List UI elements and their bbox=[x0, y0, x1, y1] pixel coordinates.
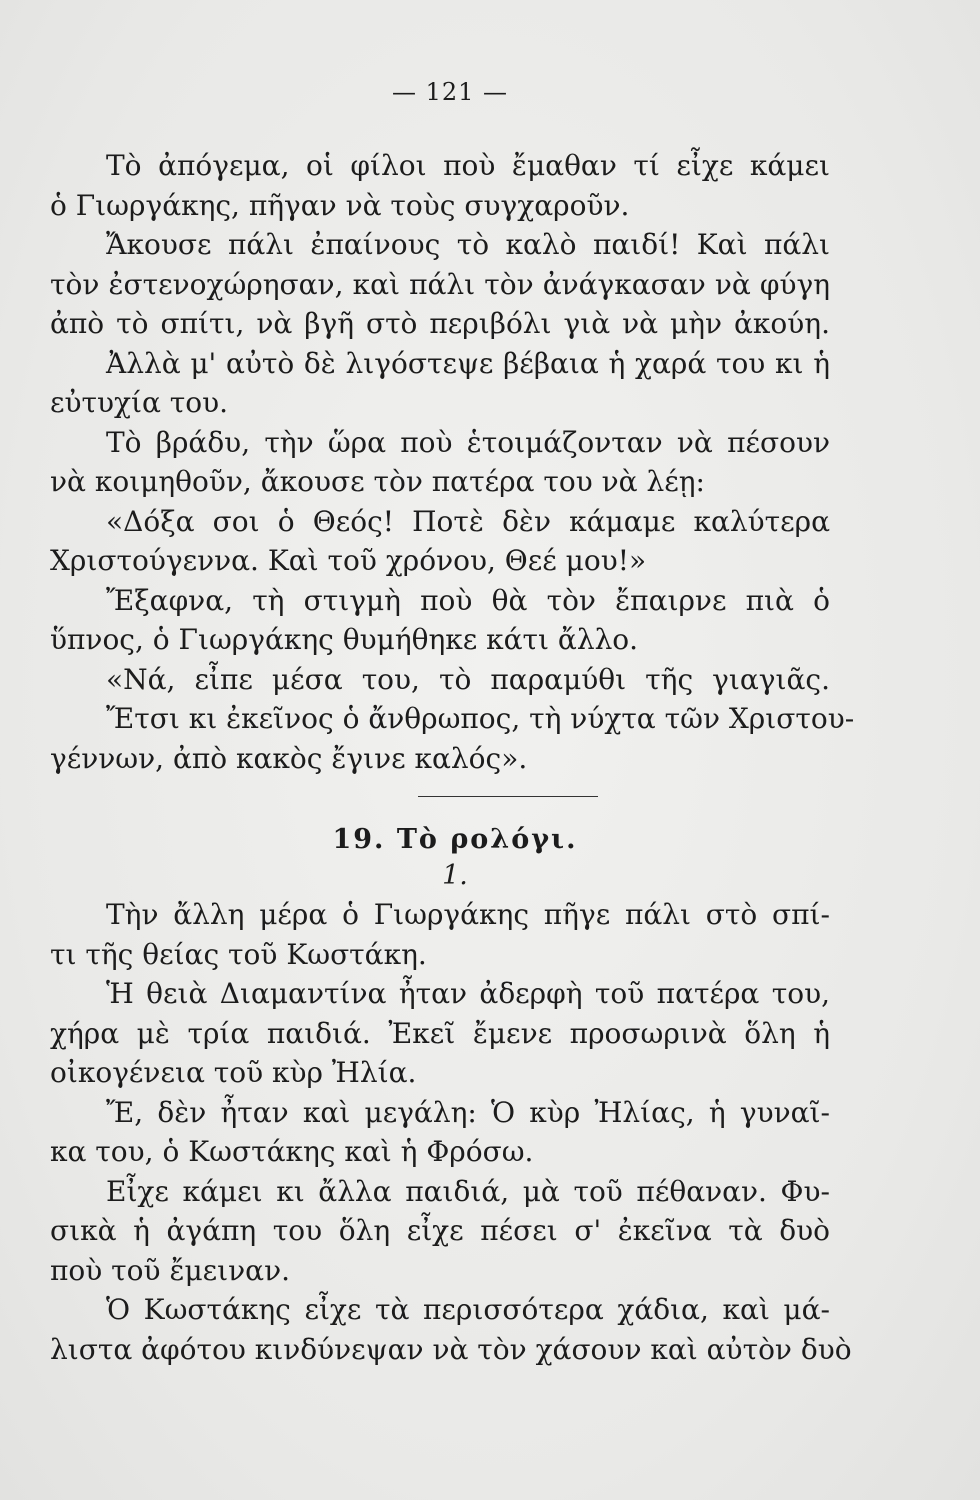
text-line: ὕπνος, ὁ Γιωργάκης θυμήθηκε κάτι ἄλλο. bbox=[50, 623, 639, 656]
text-block-before bbox=[50, 146, 855, 778]
text-line: Ἔ, δὲν ἦταν καὶ μεγάλη: Ὁ κὺρ Ἠλίας, ἡ γυναῖ- bbox=[106, 1095, 830, 1129]
text-line: γέννων, ἀπὸ κακὸς ἔγινε καλός». bbox=[50, 741, 528, 775]
text-line: «Δόξα σοι ὁ Θεός! Ποτὲ δὲν κάμαμε καλύτερα bbox=[106, 504, 830, 538]
text-line: Ὁ Κωστάκης εἶχε τὰ περισσότερα χάδια, καὶ μά- bbox=[106, 1293, 830, 1326]
text-line: σικὰ ἡ ἀγάπη του ὅλη εἶχε πέσει σ' ἐκεῖνα τὰ δυὸ bbox=[50, 1214, 830, 1247]
text-line: ἀπὸ τὸ σπίτι, νὰ βγῆ στὸ περιβόλι γιὰ νὰ μὴν ἀκούη. bbox=[50, 307, 830, 340]
text-line: Ἔτσι κι ἐκεῖνος ὁ ἄνθρωπος, τὴ νύχτα τῶν Χριστου- bbox=[106, 702, 855, 735]
text-line: οἰκογένεια τοῦ κὺρ Ἠλία. bbox=[50, 1056, 417, 1089]
text-line: τι τῆς θείας τοῦ Κωστάκη. bbox=[50, 937, 427, 971]
text-line: εὐτυχία του. bbox=[50, 386, 229, 419]
section-divider bbox=[418, 796, 598, 797]
text-line: Ἡ θειὰ Διαμαντίνα ἦταν ἀδερφὴ τοῦ πατέρα του, bbox=[106, 977, 830, 1010]
text-line: «Νά, εἶπε μέσα του, τὸ παραμύθι τῆς γιαγιᾶς. bbox=[106, 662, 830, 696]
page-number: — 121 — bbox=[391, 78, 509, 106]
text-line: Ἔξαφνα, τὴ στιγμὴ ποὺ θὰ τὸν ἔπαιρνε πιὰ ὁ bbox=[106, 583, 830, 617]
page-text bbox=[50, 146, 855, 1369]
text-line: νὰ κοιμηθοῦν, ἄκουσε τὸν πατέρα του νὰ λέῃ: bbox=[50, 465, 705, 498]
text-line: Εἶχε κάμει κι ἄλλα παιδιά, μὰ τοῦ πέθαναν. Φυ- bbox=[106, 1174, 830, 1208]
text-line: κα του, ὁ Κωστάκης καὶ ἡ Φρόσω. bbox=[50, 1135, 534, 1168]
text-line: τὸν ἐστενοχώρησαν, καὶ πάλι τὸν ἀνάγκασαν νὰ φύγη bbox=[50, 267, 830, 301]
text-line: χήρα μὲ τρία παιδιά. Ἐκεῖ ἔμενε προσωρινὰ ὅλη ἡ bbox=[50, 1016, 830, 1050]
text-line: Τὸ ἀπόγεμα, οἱ φίλοι ποὺ ἔμαθαν τί εἶχε κάμει bbox=[106, 149, 830, 182]
chapter-heading: 19. Τὸ ρολόγι. bbox=[332, 824, 578, 855]
text-line: Τὴν ἄλλη μέρα ὁ Γιωργάκης πῆγε πάλι στὸ σπί- bbox=[106, 898, 830, 931]
text-line: ποὺ τοῦ ἔμειναν. bbox=[50, 1253, 291, 1287]
text-block-after bbox=[50, 895, 852, 1369]
text-line: λιστα ἀφότου κινδύνεψαν νὰ τὸν χάσουν καὶ αὐτὸν δυὸ bbox=[50, 1332, 852, 1366]
text-line: Χριστούγεννα. Καὶ τοῦ χρόνου, Θεέ μου!» bbox=[50, 544, 647, 577]
text-line: Ἄκουσε πάλι ἐπαίνους τὸ καλὸ παιδί! Καὶ πάλι bbox=[106, 228, 830, 261]
section-number: 1. bbox=[442, 860, 468, 891]
text-line: Ἀλλὰ μ' αὐτὸ δὲ λιγόστεψε βέβαια ἡ χαρά του κι ἡ bbox=[106, 346, 830, 380]
text-line: Τὸ βράδυ, τὴν ὥρα ποὺ ἑτοιμάζονταν νὰ πέσουν bbox=[106, 425, 830, 459]
text-line: ὁ Γιωργάκης, πῆγαν νὰ τοὺς συγχαροῦν. bbox=[50, 188, 630, 222]
